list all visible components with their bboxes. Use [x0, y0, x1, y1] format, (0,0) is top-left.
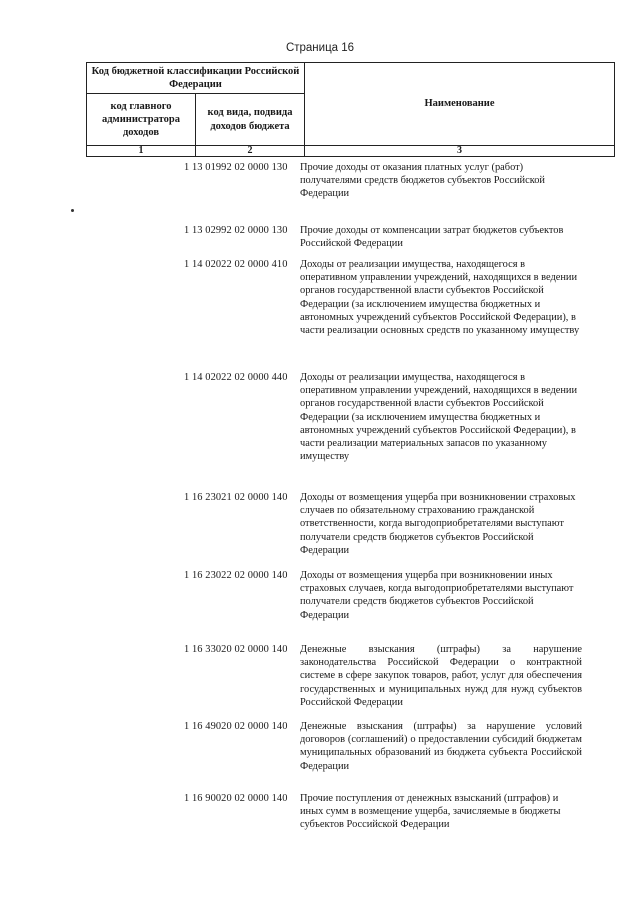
name-column-header: Наименование [305, 63, 615, 146]
admin-code-column-header: код главного администратора доходов [87, 94, 196, 146]
revenue-name: Денежные взыскания (штрафы) за нарушение условий договоров (соглашений) о предоставлении субсидий бюджетам муниципальных образований из бюджета субъекта Российской Федерации [300, 721, 582, 772]
revenue-name: Прочие поступления от денежных взысканий (штрафов) и иных сумм в возмещение ущерба, зачисляемые в бюджеты субъектов Российской Федерации [300, 793, 561, 831]
revenue-name: Прочие доходы от оказания платных услуг (работ) получателями средств бюджетов субъектов Российской Федерации [300, 162, 545, 200]
revenue-type-code-column-header: код вида, подвида доходов бюджета [196, 94, 305, 146]
revenue-code: 1 16 90020 02 0000 140 [184, 793, 288, 804]
revenue-name: Доходы от возмещения ущерба при возникновении иных страховых случаев, когда выгодоприобретателями выступают получатели средств бюджетов субъектов Российской Федерации [300, 570, 574, 621]
revenue-code: 1 16 23022 02 0000 140 [184, 570, 288, 581]
page-header: Страница 16 [285, 42, 355, 54]
revenue-name: Доходы от реализации имущества, находящегося в оперативном управлении учреждений, находящихся в ведении органов государственной власти субъектов Российской Федерации (за исключением имущества бюджетных и автономных учреждений субъектов Российской Федерации), в части реализации материальных запасов по указанному имуществу [300, 372, 578, 463]
revenue-code: 1 13 02992 02 0000 130 [184, 225, 288, 236]
scan-speck [71, 209, 74, 212]
budget-classification-group-header: Код бюджетной классификации Российской Федерации [87, 63, 305, 94]
revenue-code: 1 16 23021 02 0000 140 [184, 492, 288, 503]
revenue-name: Доходы от возмещения ущерба при возникновении страховых случаев по обязательному страхованию гражданской ответственности, когда выгодоприобретателями выступают получатели средств бюджетов субъектов Российской Федерации [300, 492, 576, 556]
revenue-name: Прочие доходы от компенсации затрат бюджетов субъектов Российской Федерации [300, 225, 564, 250]
revenue-code: 1 16 49020 02 0000 140 [184, 721, 288, 732]
classification-table-header [86, 62, 615, 157]
revenue-name: Денежные взыскания (штрафы) за нарушение законодательства Российской Федерации о контрактной системе в сфере закупок товаров, работ, услуг для обеспечения государственных и муниципальных нужд для нужд субъектов Российской Федерации [300, 644, 582, 708]
revenue-code: 1 13 01992 02 0000 130 [184, 162, 288, 173]
revenue-code: 1 16 33020 02 0000 140 [184, 644, 288, 655]
column-number-1: 1 [87, 146, 196, 157]
revenue-code: 1 14 02022 02 0000 440 [184, 372, 288, 383]
column-number-2: 2 [196, 146, 305, 157]
column-number-3: 3 [305, 146, 615, 157]
revenue-code: 1 14 02022 02 0000 410 [184, 259, 288, 270]
revenue-name: Доходы от реализации имущества, находящегося в оперативном управлении учреждений, находящихся в ведении органов государственной власти субъектов Российской Федерации (за исключением имущества бюджетных и автономных учреждений субъектов Российской Федерации), в части реализации основных средств по указанному имуществу [300, 259, 580, 337]
